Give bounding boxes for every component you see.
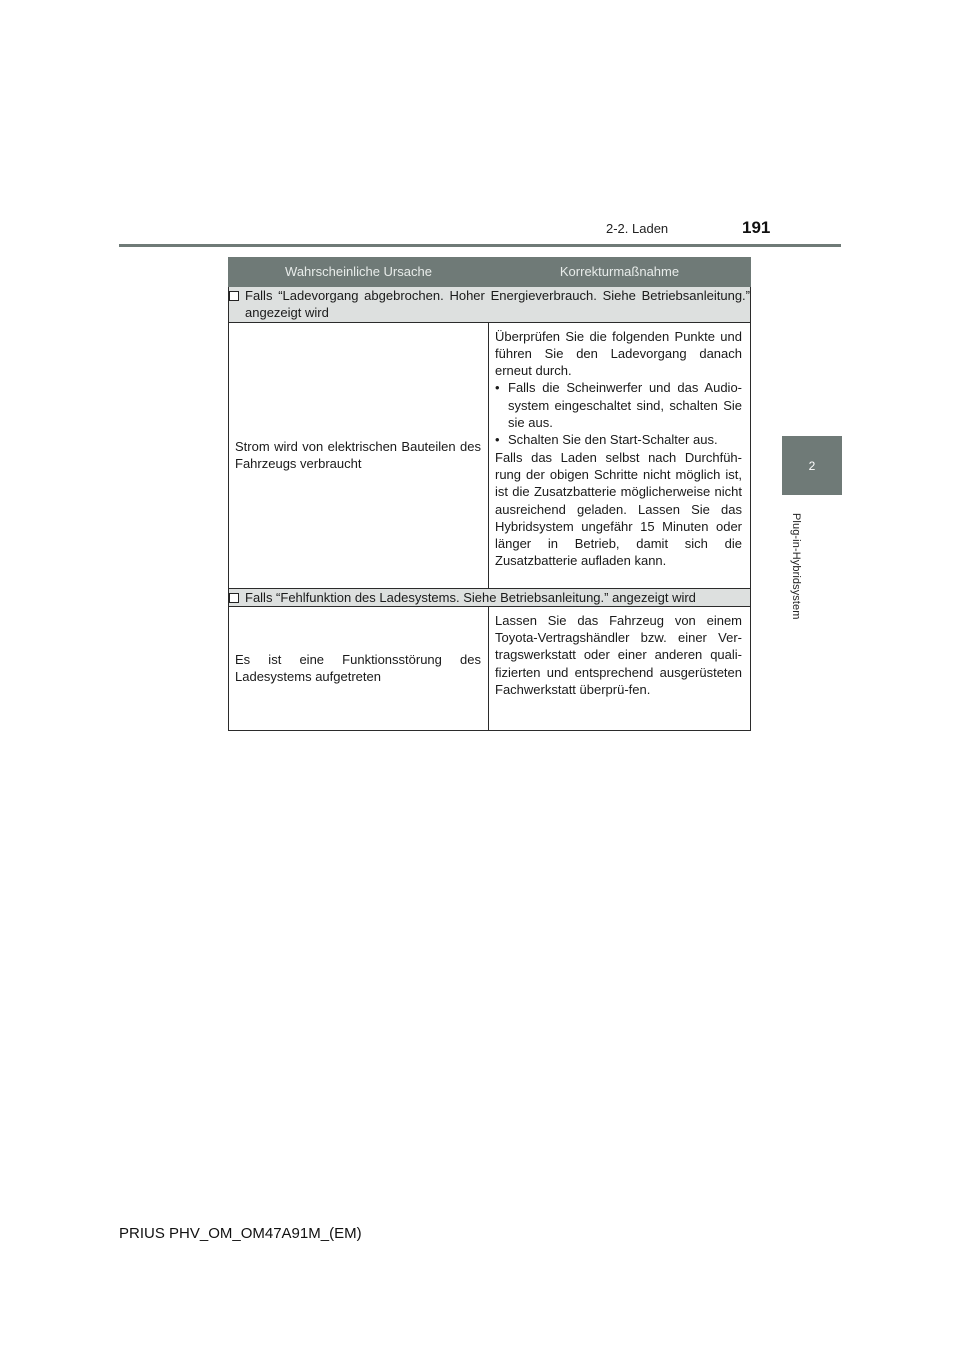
- action-intro: Überprüfen Sie die folgenden Punkte und führen Sie den Ladevorgang danach erneut durch.: [495, 328, 742, 379]
- cause-cell: Strom wird von elektrischen Bauteilen des Fahrzeugs verbraucht: [229, 322, 489, 588]
- list-item: [495, 431, 742, 448]
- bullet-icon: •: [495, 432, 500, 448]
- checkbox-icon: [229, 291, 239, 301]
- troubleshooting-table: [228, 257, 751, 731]
- table-header-row: [229, 258, 751, 287]
- action-cell: Lassen Sie das Fahrzeug von einem Toyota-Vertragshändler bzw. einer Ver-tragswerkstatt oder einer anderen quali-fizierten und entsprechend ausgerüsteten Fachwerkstatt überprü-fen.: [489, 606, 751, 730]
- bullet-icon: •: [495, 380, 500, 396]
- checkbox-icon: [229, 593, 239, 603]
- chapter-label: Plug-in-Hybridsystem: [790, 512, 802, 620]
- table-row: [229, 322, 751, 588]
- column-header-cause: Wahrscheinliche Ursache: [229, 258, 489, 287]
- document-id: PRIUS PHV_OM_OM47A91M_(EM): [119, 1225, 362, 1242]
- chapter-tab: [782, 436, 842, 495]
- action-outro: Falls das Laden selbst nach Durchfüh-rung der obigen Schritte nicht möglich ist, ist die Zusatzbatterie möglicherweise nicht ausreichend geladen. Lassen Sie das Hybridsystem ungefähr 15 Minuten oder länger in Betrieb, damit sich die Zusatzbatterie aufladen kann.: [495, 449, 742, 569]
- column-header-action: Korrekturmaßnahme: [489, 258, 751, 287]
- bullet-text: Falls die Scheinwerfer und das Audio-system eingeschaltet sind, schalten Sie sie aus.: [508, 380, 742, 431]
- table-row: [229, 606, 751, 730]
- bullet-text: Schalten Sie den Start-Schalter aus.: [508, 432, 718, 448]
- table-section-heading: [229, 588, 751, 606]
- chapter-number: 2: [808, 458, 816, 473]
- header-divider: [119, 244, 841, 247]
- cause-cell: Es ist eine Funktionsstörung des Ladesystems aufgetreten: [229, 606, 489, 730]
- page-number: 191: [742, 218, 771, 237]
- table-section-heading: [229, 287, 751, 323]
- action-cell: [489, 322, 751, 588]
- section-heading-text: Falls “Fehlfunktion des Ladesystems. Siehe Betriebsanleitung.” angezeigt wird: [245, 589, 696, 605]
- section-title: 2-2. Laden: [606, 221, 669, 236]
- section-heading-text: Falls “Ladevorgang abgebrochen. Hoher Energieverbrauch. Siehe Betriebsanleitung.” angezeigt wird: [245, 288, 750, 321]
- list-item: [495, 379, 742, 431]
